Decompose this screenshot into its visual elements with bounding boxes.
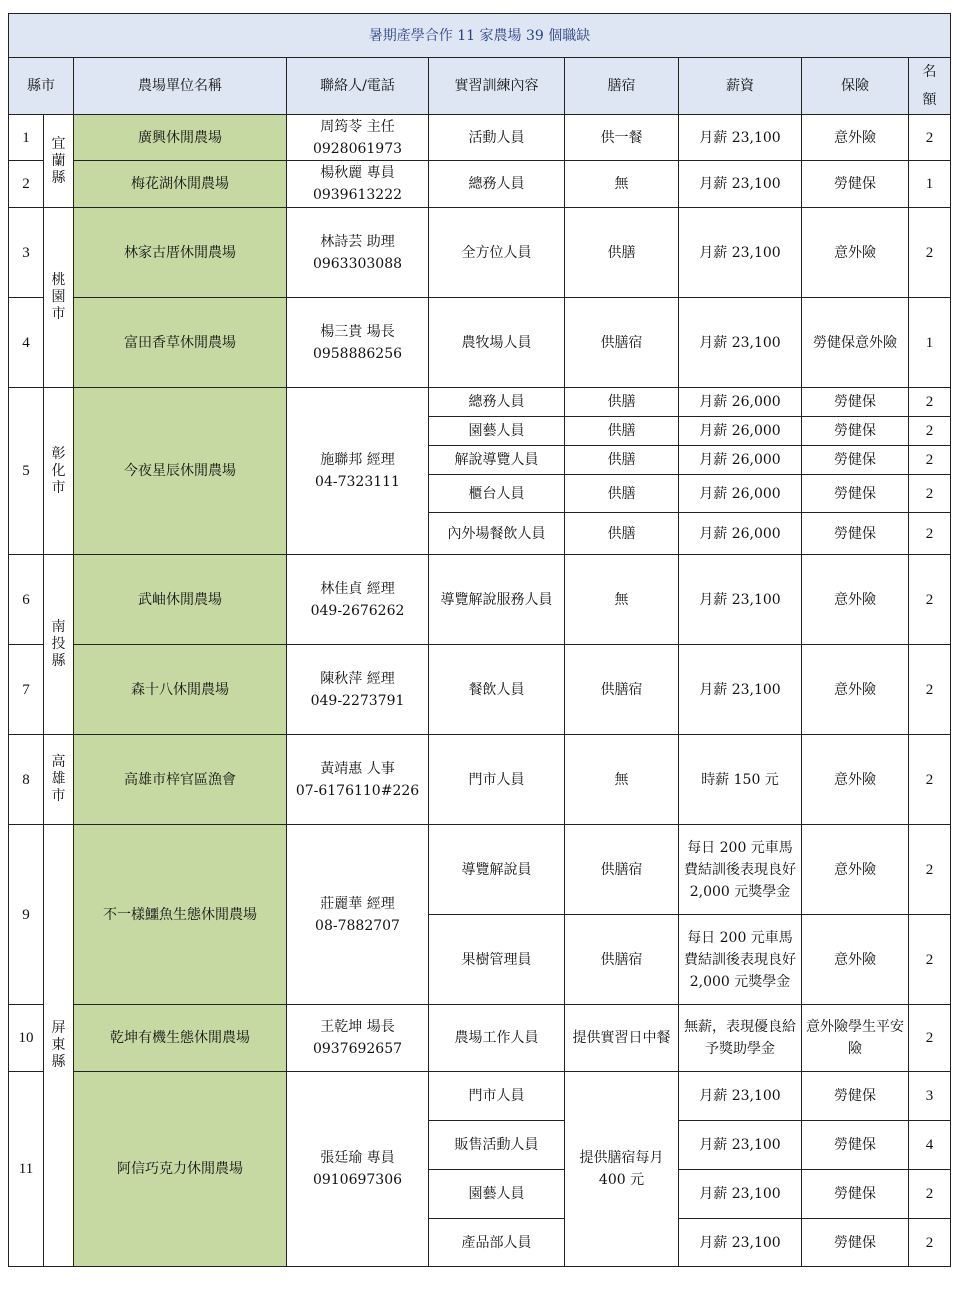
job-quota: 2: [909, 417, 951, 446]
job-role: 餐飲人員: [429, 645, 565, 735]
job-role: 園藝人員: [429, 1170, 565, 1219]
header-board: 膳宿: [565, 58, 679, 115]
job-salary: 無薪，表現優良給予獎助學金: [679, 1005, 802, 1072]
farm-name: 廣興休閒農場: [74, 115, 287, 161]
farm-number: 2: [9, 161, 44, 208]
table-row: [9, 298, 951, 388]
table-row: [9, 735, 951, 825]
job-insurance: 意外險: [802, 115, 909, 161]
job-role: 櫃台人員: [429, 475, 565, 513]
job-salary: 月薪 23,100: [679, 208, 802, 298]
job-role: 活動人員: [429, 115, 565, 161]
job-quota: 2: [909, 1219, 951, 1267]
county-nantou: 南投縣: [44, 555, 74, 735]
farm-number: 9: [9, 825, 44, 1005]
job-role: 總務人員: [429, 161, 565, 208]
job-insurance: 意外險學生平安險: [802, 1005, 909, 1072]
farm-number: 3: [9, 208, 44, 298]
job-role: 果樹管理員: [429, 915, 565, 1005]
farm-contact: 周筠苓 主任 0928061973: [287, 115, 429, 161]
job-salary: 月薪 23,100: [679, 1072, 802, 1121]
farm-name: 森十八休閒農場: [74, 645, 287, 735]
job-role: 內外場餐飲人員: [429, 513, 565, 555]
job-quota: 2: [909, 446, 951, 475]
table-title: 暑期產學合作 11 家農場 39 個職缺: [9, 14, 951, 58]
farm-name: 林家古厝休閒農場: [74, 208, 287, 298]
job-board: 供膳宿: [565, 645, 679, 735]
header-county: 縣市: [9, 58, 74, 115]
job-quota: 2: [909, 825, 951, 915]
job-role: 導覽解說員: [429, 825, 565, 915]
farm-contact: 林詩芸 助理 0963303088: [287, 208, 429, 298]
header-salary: 薪資: [679, 58, 802, 115]
job-role: 販售活動人員: [429, 1121, 565, 1170]
job-insurance: 意外險: [802, 555, 909, 645]
job-board: 供一餐: [565, 115, 679, 161]
job-salary: 每日 200 元車馬費結訓後表現良好 2,000 元獎學金: [679, 915, 802, 1005]
table-row: [9, 555, 951, 645]
job-insurance: 勞健保: [802, 1072, 909, 1121]
job-quota: 2: [909, 735, 951, 825]
job-insurance: 勞健保: [802, 388, 909, 417]
job-salary: 月薪 26,000: [679, 513, 802, 555]
job-role: 全方位人員: [429, 208, 565, 298]
farm-contact: 楊三貴 場長 0958886256: [287, 298, 429, 388]
table-row: [9, 161, 951, 208]
job-board: 供膳: [565, 475, 679, 513]
farm-contact: 黃靖惠 人事 07-6176110#226: [287, 735, 429, 825]
farm-contact: 陳秋萍 經理 049-2273791: [287, 645, 429, 735]
job-role: 農場工作人員: [429, 1005, 565, 1072]
farm-name: 富田香草休閒農場: [74, 298, 287, 388]
job-insurance: 勞健保: [802, 1170, 909, 1219]
job-insurance: 勞健保: [802, 417, 909, 446]
job-quota: 2: [909, 513, 951, 555]
job-quota: 2: [909, 915, 951, 1005]
farm-name: 今夜星辰休閒農場: [74, 388, 287, 555]
table-row: [9, 1005, 951, 1072]
job-salary: 月薪 23,100: [679, 298, 802, 388]
county-changhua: 彰化市: [44, 388, 74, 555]
job-salary: 月薪 26,000: [679, 388, 802, 417]
job-role: 解說導覽人員: [429, 446, 565, 475]
job-board: 供膳宿: [565, 298, 679, 388]
farm-name: 武岫休閒農場: [74, 555, 287, 645]
job-salary: 月薪 23,100: [679, 1121, 802, 1170]
job-board: 無: [565, 161, 679, 208]
farm-contact: 張廷瑜 專員 0910697306: [287, 1072, 429, 1267]
farm-contact: 施聯邦 經理 04-7323111: [287, 388, 429, 555]
job-board: 供膳: [565, 446, 679, 475]
job-salary: 月薪 23,100: [679, 1219, 802, 1267]
internship-table: [8, 13, 951, 1267]
job-role: 導覽解說服務人員: [429, 555, 565, 645]
table-row: [9, 645, 951, 735]
farm-name: 不一樣鱷魚生態休閒農場: [74, 825, 287, 1005]
job-role: 門市人員: [429, 735, 565, 825]
table-row: [9, 115, 951, 161]
job-insurance: 意外險: [802, 735, 909, 825]
county-pingtung: 屏東縣: [44, 825, 74, 1267]
job-insurance: 勞健保: [802, 1121, 909, 1170]
job-insurance: 勞健保: [802, 161, 909, 208]
header-quota: 名額: [909, 58, 951, 115]
farm-contact: 王乾坤 場長 0937692657: [287, 1005, 429, 1072]
farm-number: 6: [9, 555, 44, 645]
job-role: 產品部人員: [429, 1219, 565, 1267]
job-quota: 2: [909, 115, 951, 161]
job-salary: 月薪 23,100: [679, 115, 802, 161]
farm-number: 1: [9, 115, 44, 161]
job-salary: 月薪 23,100: [679, 161, 802, 208]
job-board: 供膳: [565, 388, 679, 417]
job-quota: 1: [909, 298, 951, 388]
job-board: 供膳: [565, 417, 679, 446]
header-contact: 聯絡人/電話: [287, 58, 429, 115]
header-farm: 農場單位名稱: [74, 58, 287, 115]
farm-name: 高雄市梓官區漁會: [74, 735, 287, 825]
job-salary: 時薪 150 元: [679, 735, 802, 825]
farm-number: 4: [9, 298, 44, 388]
job-salary: 月薪 26,000: [679, 446, 802, 475]
job-quota: 4: [909, 1121, 951, 1170]
job-board: 提供實習日中餐: [565, 1005, 679, 1072]
job-quota: 2: [909, 555, 951, 645]
job-board: 供膳宿: [565, 825, 679, 915]
job-board: 無: [565, 735, 679, 825]
job-insurance: 勞健保意外險: [802, 298, 909, 388]
job-salary: 月薪 23,100: [679, 555, 802, 645]
farm-number: 5: [9, 388, 44, 555]
header-insurance: 保險: [802, 58, 909, 115]
job-salary: 月薪 23,100: [679, 645, 802, 735]
farm-number: 8: [9, 735, 44, 825]
job-salary: 每日 200 元車馬費結訓後表現良好 2,000 元獎學金: [679, 825, 802, 915]
job-role: 門市人員: [429, 1072, 565, 1121]
job-quota: 2: [909, 208, 951, 298]
farm-contact: 林佳貞 經理 049-2676262: [287, 555, 429, 645]
farm-name: 阿信巧克力休閒農場: [74, 1072, 287, 1267]
job-salary: 月薪 23,100: [679, 1170, 802, 1219]
job-insurance: 意外險: [802, 208, 909, 298]
job-role: 總務人員: [429, 388, 565, 417]
county-yilan: 宜蘭縣: [44, 115, 74, 208]
county-kaohsiung: 高雄市: [44, 735, 74, 825]
county-taoyuan: 桃園市: [44, 208, 74, 388]
job-role: 農牧場人員: [429, 298, 565, 388]
job-board: 供膳: [565, 513, 679, 555]
job-board: 提供膳宿每月 400 元: [565, 1072, 679, 1267]
farm-contact: 楊秋麗 專員 0939613222: [287, 161, 429, 208]
farm-number: 7: [9, 645, 44, 735]
table-row: [9, 1072, 951, 1121]
job-quota: 2: [909, 388, 951, 417]
header-training: 實習訓練內容: [429, 58, 565, 115]
job-quota: 2: [909, 1170, 951, 1219]
job-quota: 3: [909, 1072, 951, 1121]
job-quota: 2: [909, 475, 951, 513]
farm-contact: 莊麗華 經理 08-7882707: [287, 825, 429, 1005]
job-quota: 2: [909, 645, 951, 735]
farm-name: 梅花湖休閒農場: [74, 161, 287, 208]
job-salary: 月薪 26,000: [679, 475, 802, 513]
farm-number: 10: [9, 1005, 44, 1072]
job-quota: 2: [909, 1005, 951, 1072]
job-board: 供膳宿: [565, 915, 679, 1005]
farm-number: 11: [9, 1072, 44, 1267]
farm-name: 乾坤有機生態休閒農場: [74, 1005, 287, 1072]
job-insurance: 勞健保: [802, 446, 909, 475]
job-insurance: 勞健保: [802, 513, 909, 555]
job-salary: 月薪 26,000: [679, 417, 802, 446]
job-insurance: 意外險: [802, 825, 909, 915]
job-role: 園藝人員: [429, 417, 565, 446]
job-insurance: 意外險: [802, 915, 909, 1005]
job-board: 供膳: [565, 208, 679, 298]
table-row: [9, 208, 951, 298]
table-row: [9, 825, 951, 915]
table-row: [9, 388, 951, 417]
job-quota: 1: [909, 161, 951, 208]
job-insurance: 意外險: [802, 645, 909, 735]
job-insurance: 勞健保: [802, 1219, 909, 1267]
job-board: 無: [565, 555, 679, 645]
job-insurance: 勞健保: [802, 475, 909, 513]
